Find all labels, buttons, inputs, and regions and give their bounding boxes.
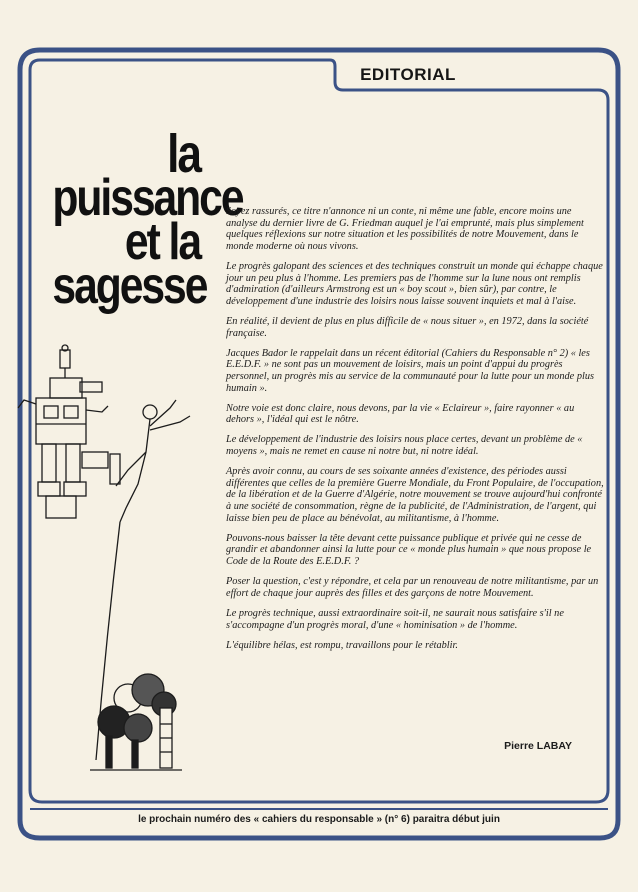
robot-and-figure-illustration — [10, 340, 200, 780]
paragraph: Jacques Bador le rappelait dans un récent éditorial (Cahiers du Responsable n° 2) « les E.E.D.F. » ne sont pas un mouvement de loisirs, mais un point d'appui du progrès personnel, un progrès mis au service de la communauté pour la lutte pour un monde plus humain ». — [226, 347, 594, 394]
title-line-3: et la — [124, 213, 200, 271]
footer-note: le prochain numéro des « cahiers du responsable » (n° 6) paraitra début juin — [138, 814, 500, 825]
human-figure-icon — [143, 405, 157, 419]
robot-antenna-icon — [60, 350, 70, 368]
author-signature: Pierre LABAY — [504, 740, 572, 752]
section-label: EDITORIAL — [360, 65, 456, 84]
paragraph: Le progrès technique, aussi extraordinaire soit-il, ne saurait nous satisfaire s'il ne s'accompagne d'un progrès moral, d'une « hominisation » de l'homme. — [226, 607, 564, 631]
robot-body-icon — [36, 398, 86, 444]
article-title — [20, 124, 243, 315]
robot-head-icon — [50, 378, 82, 398]
title-line-1: la — [167, 124, 200, 184]
editorial-text — [226, 206, 604, 660]
paragraph: En réalité, il devient de plus en plus difficile de « nous situer », en 1972, dans la société française. — [226, 315, 589, 339]
paragraph: Pouvons-nous baisser la tête devant cette puissance publique et privée qui ne cesse de grandir et abandonner ainsi la lutte pour ce « monde plus humain » que nous propose le Code de la Route des E.E.D.F. ? — [226, 532, 592, 567]
title-line-2: puissance — [52, 169, 243, 227]
paragraph: Le progrès galopant des sciences et des techniques construit un monde qui échappe chaque jour un peu plus à l'homme. Les premiers pas de l'homme sur la lune nous ont remplis d'admiration (d'ailleurs Armstrong est un « boy scout », bien sûr), par contre, le développement d'une industrie des loisirs nous laisse souvent inquiets et mal à l'aise. — [226, 260, 603, 307]
paragraph: Après avoir connu, au cours de ses soixante années d'existence, des périodes aussi différentes que celles de la première Guerre Mondiale, du Front Populaire, de l'occupation, de la libération et de la Guerre d'Algérie, notre mouvement se trouve aujourd'hui confronté à une société de consommation, règne de la publicité, de l'Administration, de l'argent, qui laisse bien peu de place au bénévolat, au militantisme, à l'homme. — [226, 466, 604, 524]
title-line-4: sagesse — [52, 257, 207, 315]
paragraph: Notre voie est donc claire, nous devons, par la vie « Eclaireur », faire rayonner « au dehors », l'idéal qui est le nôtre. — [226, 402, 575, 426]
paragraph: L'équilibre hélas, est rompu, travaillons pour le rétablir. — [226, 639, 458, 651]
paragraph: Le développement de l'industrie des loisirs nous place certes, devant un problème de « moyens », mais ne remet en cause ni notre but, ni notre idéal. — [226, 434, 583, 458]
paragraph: Soyez rassurés, ce titre n'annonce ni un conte, ni même une fable, encore moins une analyse du dernier livre de G. Friedman auquel je l'ai emprunté, mais plus simplement quelques réflexions sur notre situation et les possibilités de notre Mouvement, dans le monde moderne où nous vivons. — [226, 206, 584, 252]
paragraph: Poser la question, c'est y répondre, et cela par un renouveau de notre militantisme, par un effort de chaque jour auprès des filles et des garçons de notre Mouvement. — [226, 576, 599, 599]
